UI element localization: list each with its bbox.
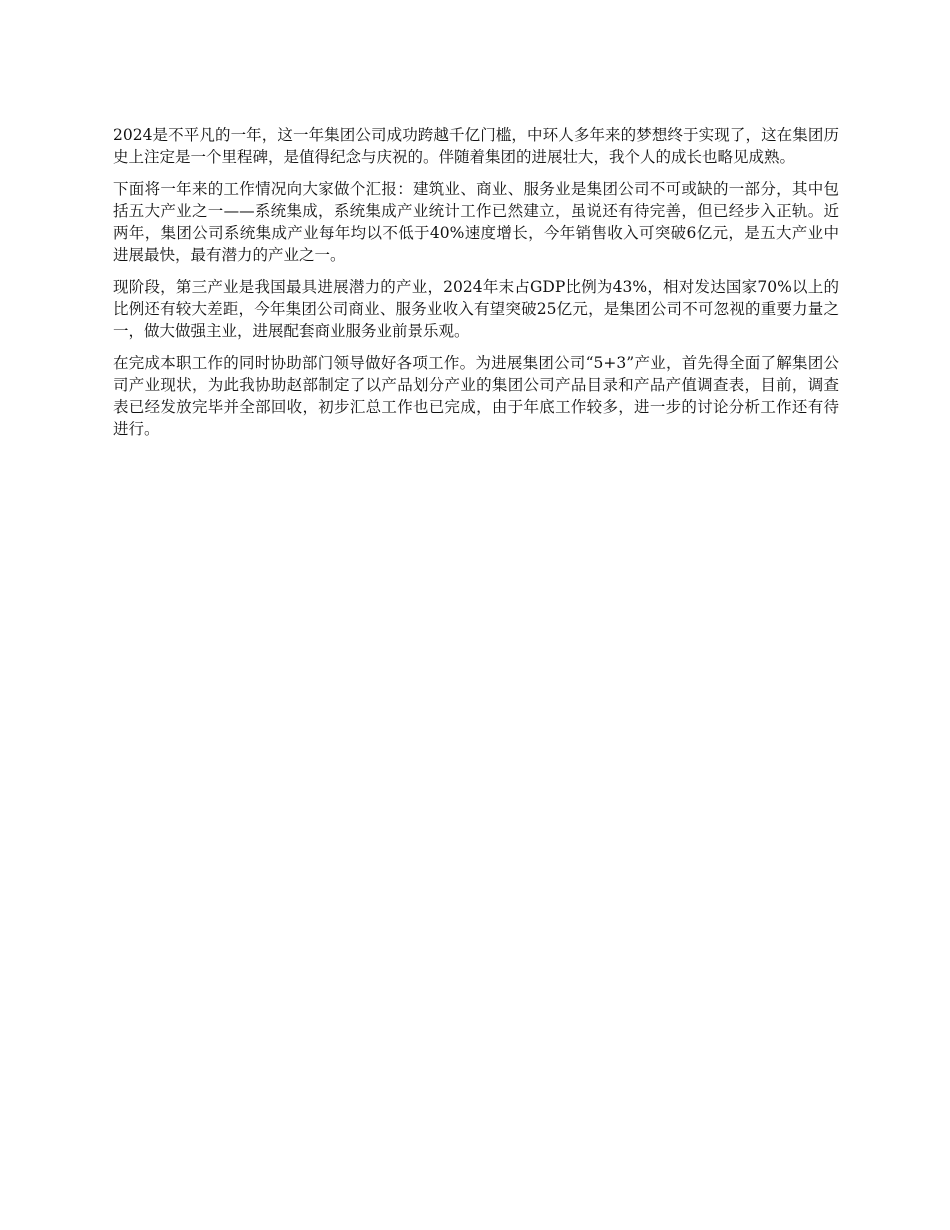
- document-body: [113, 124, 839, 450]
- paragraph-2: 下面将一年来的工作情况向大家做个汇报：建筑业、商业、服务业是集团公司不可或缺的一部分，其中包括五大产业之一——系统集成，系统集成产业统计工作已然建立，虽说还有待完善，但已经步入正轨。近两年，集团公司系统集成产业每年均以不低于40%速度增长，今年销售收入可突破6亿元，是五大产业中进展最快，最有潜力的产业之一。: [113, 180, 839, 264]
- paragraph-3: 现阶段，第三产业是我国最具进展潜力的产业，2024年末占GDP比例为43%，相对发达国家70%以上的比例还有较大差距，今年集团公司商业、服务业收入有望突破25亿元，是集团公司不可忽视的重要力量之一，做大做强主业，进展配套商业服务业前景乐观。: [113, 278, 839, 340]
- paragraph-4: 在完成本职工作的同时协助部门领导做好各项工作。为进展集团公司“5+3”产业，首先得全面了解集团公司产业现状，为此我协助赵部制定了以产品划分产业的集团公司产品目录和产品产值调查表，目前，调查表已经发放完毕并全部回收，初步汇总工作也已完成，由于年底工作较多，进一步的讨论分析工作还有待进行。: [113, 354, 839, 438]
- paragraph-1: 2024是不平凡的一年，这一年集团公司成功跨越千亿门槛，中环人多年来的梦想终于实现了，这在集团历史上注定是一个里程碑，是值得纪念与庆祝的。伴随着集团的进展壮大，我个人的成长也略见成熟。: [113, 126, 839, 166]
